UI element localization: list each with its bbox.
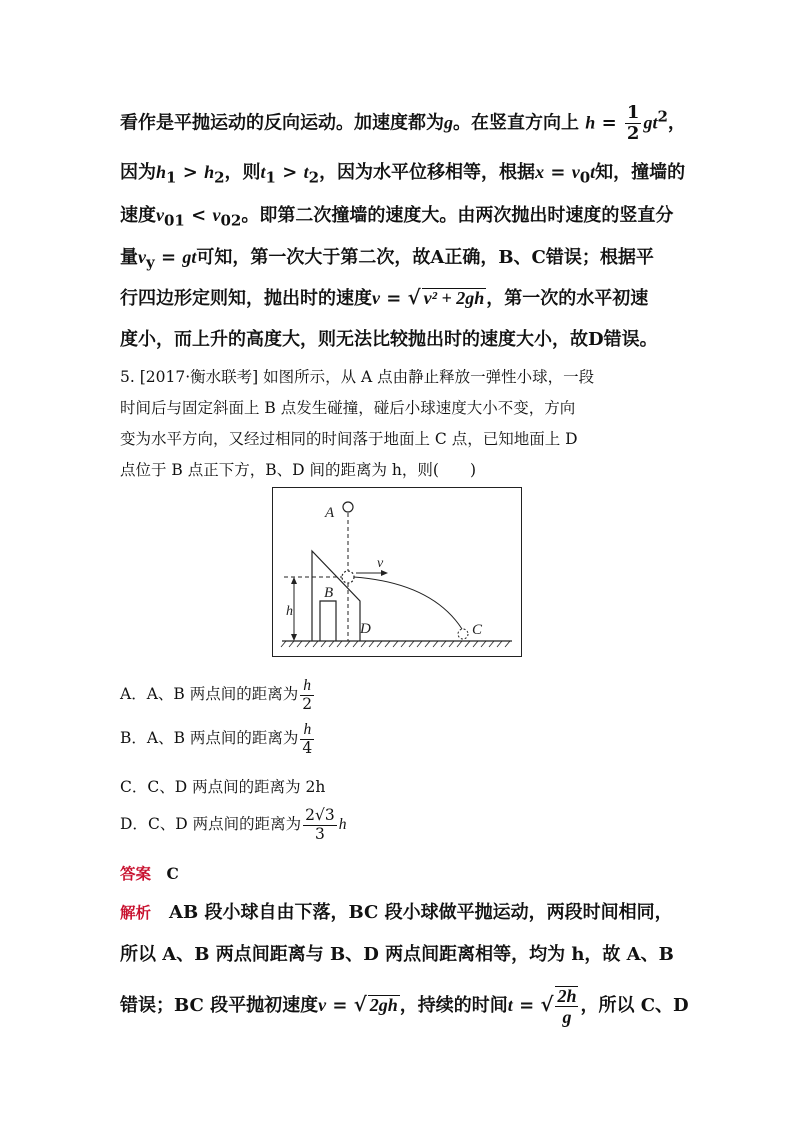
answer-label: 答案 <box>120 864 152 883</box>
question-line-2: 时间后与固定斜面上 B 点发生碰撞，碰后小球速度大小不变，方向 <box>120 399 576 417</box>
question-line-3: 变为水平方向，又经过相同的时间落于地面上 C 点，已知地面上 D <box>120 430 578 448</box>
fraction-h-over-4: $\frac{h}{4}$ <box>302 721 313 757</box>
physics-diagram <box>272 487 522 657</box>
sqrt-2gh: 2gh <box>369 995 398 1015</box>
option-D: D．C、D 两点间的距离为 $\frac{2√3}{3}$ h <box>120 806 347 843</box>
analysis-line-3: 错误；BC 段平抛初速度v = √ 2gh ，持续的时间t = √ $\frac{2h}{g}$ ，所以 C、D <box>120 986 689 1027</box>
sqrt-v2-2gh: v² + 2gh <box>423 288 485 308</box>
option-A: A．A、B 两点间的距离为 $\frac{h}{2}$ <box>120 677 313 713</box>
answer-line <box>120 862 179 884</box>
solution-line-4: 量$v_y$ = gt可知，第一次大于第二次，故A正确，B、C错误；根据平 <box>120 247 654 272</box>
option-B: B．A、B 两点间的距离为 $\frac{h}{4}$ <box>120 721 313 757</box>
ball-at-A <box>343 502 353 512</box>
label-D: D <box>360 621 371 637</box>
fraction-h-over-2: $\frac{h}{2}$ <box>302 677 313 713</box>
label-B: B <box>324 585 334 601</box>
figure-frame <box>273 488 522 657</box>
option-C: C．C、D 两点间的距离为 2h <box>120 778 326 796</box>
question-line-1: 5. [2017·衡水联考] 如图所示，从 A 点由静止释放一弹性小球，一段 <box>120 368 595 386</box>
h-arrow-top <box>291 577 297 584</box>
h-arrow-bottom <box>291 634 297 641</box>
solution-line-3: 速度$v_{01} < v_{02}$。即第二次撞墙的速度大。由两次抛出时速度的竖直分 <box>120 205 674 230</box>
label-C: C <box>472 622 483 638</box>
analysis-line-1: 解析 AB 段小球自由下落，BC 段小球做平抛运动，两段时间相同， <box>120 902 673 923</box>
fraction-one-half: $\frac{1}{2}$ <box>626 102 640 144</box>
solution-line-6: 度小，而上升的高度大，则无法比较抛出时的速度大小，故D错误。 <box>120 329 658 350</box>
solution-line-2: 因为$h_1 > h_2$，则$t_1 > t_2$，因为水平位移相等，根据$x = v_0t$知，撞墙的 <box>120 162 686 187</box>
solution-line-1: 看作是平抛运动的反向运动。加速度都为g。在竖直方向上 h = $\frac{1}{2}$ $gt^2$， <box>120 102 686 144</box>
solution-line-5: 行四边形定则知，抛出时的速度v = √ v² + 2gh ，第一次的水平初速 <box>120 285 649 309</box>
ball-at-C <box>458 629 468 639</box>
ground-hatching <box>281 641 510 647</box>
ball-at-B <box>342 571 354 583</box>
label-h: h <box>286 604 293 619</box>
analysis-line-2: 所以 A、B 两点间距离与 B、D 两点间距离相等，均为 h，故 A、B <box>120 944 674 965</box>
label-A: A <box>325 505 335 521</box>
answer-value: C <box>166 864 179 883</box>
analysis-label: 解析 <box>120 903 152 922</box>
sqrt-2h-over-g: $\frac{2h}{g}$ <box>557 986 577 1027</box>
fraction-2root3-over-3: $\frac{2√3}{3}$ <box>305 806 335 843</box>
support-block <box>320 601 336 641</box>
question-line-4: 点位于 B 点正下方，B、D 间的距离为 h，则( ) <box>120 461 476 479</box>
label-v: v <box>377 556 384 571</box>
